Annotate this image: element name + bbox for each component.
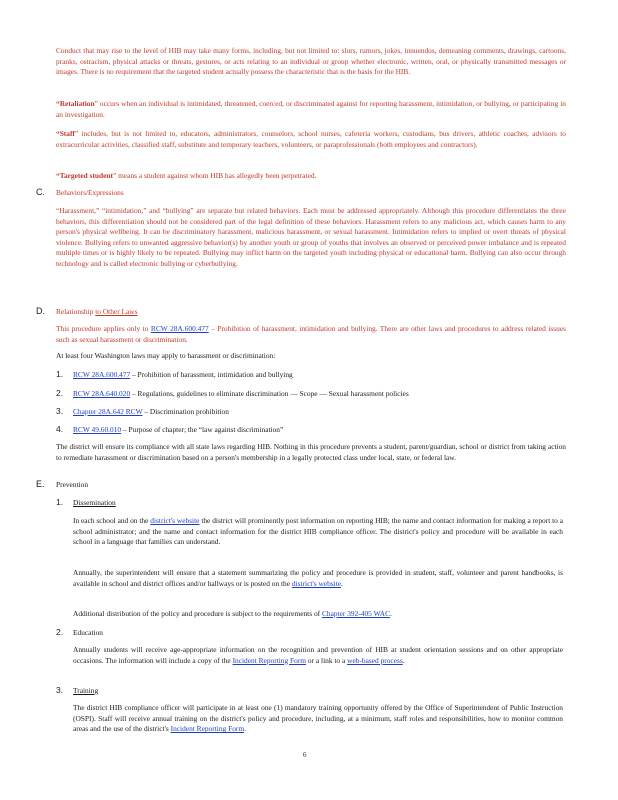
intro-paragraph: Conduct that may rise to the level of HIB may take many forms, including, but not limited to: slurs, rumors, jokes, innuendos, demeaning comments, drawings, cartoons, pranks, ostracism, physical attacks or threats, gestures, or acts relating to an individual or group whether electronic, written, oral, or physically transmitted messages or images. There is no requirement that the targeted student actually possess the characteristic that is the basis for the HIB.	[56, 46, 566, 77]
education-paragraph	[73, 645, 563, 666]
retaliation-text: ” occurs when an individual is intimidated, threatened, coerced, or discriminated against for reporting harassment, intimidation, or bullying, or participating in an investigation.	[56, 99, 566, 119]
dissemination-p1-pre: In each school and on the	[73, 516, 149, 525]
education-p-post: .	[402, 655, 405, 665]
dissemination-p2-pre: Annually, the superintendent will ensure that a statement summarizing the policy and procedure is provided in student, staff, volunteer and parent handbooks, is available in school and district offices and/or hallways or is posted on the	[73, 568, 563, 588]
dissemination-paragraph-3	[73, 609, 563, 620]
section-d-p1-pre: This procedure applies only to	[56, 324, 149, 333]
page-number: 6	[303, 751, 307, 759]
targeted-term: “Targeted student	[56, 171, 114, 180]
law-item-2-number: 2.	[56, 388, 64, 398]
law-item-4-number: 4.	[56, 424, 64, 434]
section-d-p1-post: – Prohibition of harassment, intimidation and bullying. There are other laws and procedures to address related issues such as sexual harassment or discrimination.	[56, 324, 566, 344]
section-c-title: Behaviors/Expressions	[56, 188, 124, 197]
dissemination-p1-post: the district will prominently post information on reporting HIB; the name and contact information for making a report to a school administrator; and the name and contact information for the district HIB compliance officer. The district's policy and procedure will be available in each school in a language that families can understand.	[73, 516, 563, 547]
retaliation-definition	[56, 99, 566, 120]
training-p-post: .	[244, 724, 246, 734]
law-item-1-number: 1.	[56, 369, 64, 379]
rcw-28a600477-link[interactable]: RCW 28A.600.477	[150, 324, 209, 333]
law-item-4-link[interactable]: RCW 49.60.010	[73, 425, 122, 434]
training-paragraph	[73, 703, 563, 735]
district-website-link-1[interactable]: district's website	[150, 516, 200, 525]
section-d-letter: D.	[36, 306, 45, 316]
prevention-item-2-number: 2.	[56, 627, 64, 637]
law-item-2	[73, 389, 563, 400]
education-title: Education	[73, 628, 103, 637]
section-d-paragraph-3: The district will ensure its compliance with all state laws regarding HIB. Nothing in this procedure prevents a student, parent/guardian, school or district from taking action to remediate harassment or discrimination based on a person's membership in a legally protected class under local, state, or federal law.	[56, 442, 566, 462]
section-c-letter: C.	[36, 187, 45, 197]
staff-text: ” includes, but is not limited to, educators, administrators, counselors, school nurses, cafeteria workers, custodians, bus drivers, athletic coaches, advisors to extracurricular activities, classified staff, substitute and temporary teachers, volunteers, or paraprofessionals (both employees and contractors).	[56, 129, 566, 149]
targeted-definition	[56, 171, 566, 182]
law-item-2-text: – Regulations, guidelines to eliminate discrimination — Scope — Sexual harassment policies	[132, 389, 409, 398]
section-d-title	[56, 307, 138, 318]
wac-chapter-link[interactable]: Chapter 392-405 WAC	[321, 609, 390, 618]
law-item-3-text: – Discrimination prohibition	[144, 407, 229, 416]
education-p-mid: or a link to a	[307, 655, 346, 665]
dissemination-paragraph-2	[73, 568, 563, 589]
section-d-paragraph-1	[56, 324, 566, 345]
web-based-process-link[interactable]: web-based process	[347, 655, 403, 665]
dissemination-title: Dissemination	[73, 498, 116, 507]
dissemination-p2-post: .	[341, 578, 343, 588]
prevention-item-3-number: 3.	[56, 685, 64, 695]
district-website-link-2[interactable]: district's website	[291, 578, 342, 588]
dissemination-paragraph-1	[73, 516, 563, 548]
section-d-paragraph-2: At least four Washington laws may apply to harassment or discrimination:	[56, 351, 276, 360]
staff-definition	[56, 129, 566, 150]
training-title: Training	[73, 686, 99, 695]
law-item-4	[73, 425, 563, 436]
law-item-2-link[interactable]: RCW 28A.640.020	[73, 389, 131, 398]
section-d-title-pre: Relationship	[56, 307, 94, 316]
law-item-1-link[interactable]: RCW 28A.600.477	[73, 370, 131, 379]
law-item-1-text: – Prohibition of harassment, intimidation and bullying	[132, 370, 293, 379]
section-c-text: “Harassment,” “intimidation,” and “bullying” are separate but related behaviors. Each must be addressed appropriately. Although this procedure differentiates the three behaviors, this differentiation should not be considered part of the legal definition of these behaviors. Harassment refers to any malicious act, which causes harm to any person's physical wellbeing. It can be discriminatory harassment, malicious harassment, or sexual harassment. Intimidation refers to implied or overt threats of physical violence. Bullying refers to unwanted aggressive behavior(s) by another youth or group of youths that involves an observed or perceived power imbalance and is repeated multiple times or is highly likely to be repeated. Bullying may inflict harm on the targeted youth including physical or educational harm. Bullying can also occur through technology and is called electronic bullying or cyberbullying.	[56, 206, 566, 268]
incident-reporting-form-link-2[interactable]: Incident Reporting Form	[170, 724, 245, 734]
incident-reporting-form-link-1[interactable]: Incident Reporting Form	[232, 655, 307, 665]
law-item-4-text: – Purpose of chapter; the “law against discrimination”	[122, 425, 284, 434]
staff-term: “Staff	[56, 129, 75, 138]
retaliation-term: “Retaliation	[56, 99, 95, 108]
section-e-letter: E.	[36, 479, 45, 489]
training-p-pre: The district HIB compliance officer will participate in at least one (1) mandatory training opportunity offered by the Office of Superintendent of Public Instruction (OSPI). Staff will receive annual training on the district's policy and procedure, including, at a minimum, staff roles and responsibilities, how to monitor common areas and the use of the district's	[73, 703, 563, 734]
section-d-title-link: to Other Laws	[95, 307, 138, 316]
law-item-3-link[interactable]: Chapter 28A.642 RCW	[73, 407, 143, 416]
prevention-item-1-number: 1.	[56, 497, 64, 507]
law-item-3-number: 3.	[56, 406, 64, 416]
dissemination-p3-pre: Additional distribution of the policy and procedure is subject to the requirements of	[73, 609, 321, 618]
education-p-pre: Annually students will receive age-appropriate information on the recognition and prevention of HIB at student orientation sessions and on other appropriate occasions. The information will include a copy of the	[73, 645, 563, 665]
law-item-3	[73, 407, 563, 418]
dissemination-p3-post: .	[390, 609, 392, 618]
section-e-title: Prevention	[56, 480, 89, 489]
law-item-1	[73, 370, 563, 381]
targeted-text: ” means a student against whom HIB has allegedly been perpetrated.	[113, 171, 317, 180]
